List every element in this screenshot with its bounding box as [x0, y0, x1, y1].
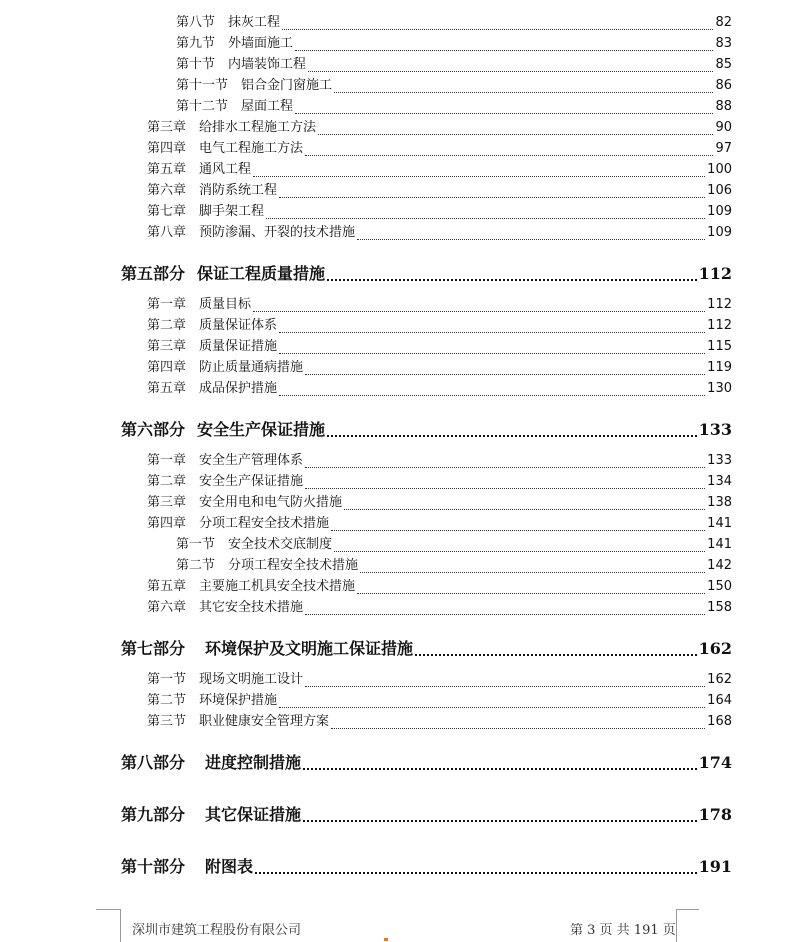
toc-dot-leader — [279, 353, 705, 354]
toc-dot-leader — [327, 435, 697, 437]
toc-part-entry[interactable] — [121, 262, 732, 286]
footer-company-name: 深圳市建筑工程股份有限公司 — [132, 923, 302, 938]
toc-section-entry[interactable] — [176, 556, 732, 576]
toc-entry-number: 第五章 — [147, 579, 187, 594]
toc-entry-page-number: 141 — [707, 516, 732, 531]
toc-entry-page-number: 162 — [698, 639, 732, 658]
toc-entry-number: 第七部分 — [121, 639, 186, 658]
toc-entry-page-number: 168 — [707, 714, 732, 729]
toc-chapter-entry[interactable] — [147, 139, 732, 159]
toc-entry-page-number: 82 — [715, 15, 732, 30]
toc-entry-title: 环境保护措施 — [199, 693, 278, 708]
toc-entry-page-number: 88 — [715, 99, 732, 114]
toc-entry-page-number: 112 — [707, 318, 732, 333]
toc-chapter-entry[interactable] — [147, 337, 732, 357]
toc-entry-number: 第八部分 — [121, 753, 186, 772]
toc-entry-number: 第二节 — [147, 693, 187, 708]
toc-dot-leader — [305, 488, 705, 489]
toc-entry-title: 附图表 — [205, 857, 254, 876]
page-footer — [0, 905, 797, 941]
toc-entry-page-number: 178 — [698, 805, 732, 824]
toc-entry-page-number: 162 — [707, 672, 732, 687]
toc-dot-leader — [331, 530, 705, 531]
toc-entry-page-number: 85 — [715, 57, 732, 72]
toc-section-entry[interactable] — [176, 76, 732, 96]
toc-entry-title: 分项工程安全技术措施 — [199, 516, 330, 531]
toc-dot-leader — [360, 572, 705, 573]
toc-dot-leader — [318, 134, 713, 135]
toc-entry-number: 第四章 — [147, 516, 187, 531]
toc-entry-page-number: 86 — [715, 78, 732, 93]
toc-entry-number: 第八节 — [176, 15, 216, 30]
toc-dot-leader — [344, 509, 705, 510]
footer-page-info: 第 3 页 共 191 页 — [570, 923, 676, 938]
toc-entry-number: 第三章 — [147, 120, 187, 135]
toc-chapter-entry[interactable] — [147, 160, 732, 180]
toc-entry-title: 屋面工程 — [241, 99, 294, 114]
toc-chapter-entry[interactable] — [147, 472, 732, 492]
toc-entry-number: 第五部分 — [121, 264, 186, 283]
toc-section-entry[interactable] — [176, 535, 732, 555]
toc-entry-page-number: 150 — [707, 579, 732, 594]
toc-entry-title: 环境保护及文明施工保证措施 — [205, 639, 414, 658]
toc-entry-number: 第一节 — [147, 672, 187, 687]
toc-entry-number: 第三节 — [147, 714, 187, 729]
toc-entry-title: 成品保护措施 — [199, 381, 278, 396]
toc-part-entry[interactable] — [121, 855, 732, 879]
toc-entry-number: 第五章 — [147, 162, 187, 177]
toc-section-entry[interactable] — [176, 97, 732, 117]
toc-entry-title: 给排水工程施工方法 — [199, 120, 317, 135]
toc-entry-title: 分项工程安全技术措施 — [228, 558, 359, 573]
toc-entry-title: 内墙装饰工程 — [228, 57, 307, 72]
toc-section-entry[interactable] — [176, 55, 732, 75]
toc-dot-leader — [253, 176, 705, 177]
toc-entry-number: 第五章 — [147, 381, 187, 396]
toc-chapter-entry[interactable] — [147, 712, 732, 732]
toc-entry-number: 第十一节 — [176, 78, 229, 93]
toc-dot-leader — [357, 593, 705, 594]
toc-entry-number: 第七章 — [147, 204, 187, 219]
toc-entry-title: 其它安全技术措施 — [199, 600, 304, 615]
toc-entry-number: 第二节 — [176, 558, 216, 573]
toc-entry-title: 安全生产保证措施 — [197, 420, 326, 439]
toc-entry-title: 电气工程施工方法 — [199, 141, 304, 156]
toc-dot-leader — [357, 239, 705, 240]
toc-chapter-entry[interactable] — [147, 514, 732, 534]
toc-entry-page-number: 100 — [707, 162, 732, 177]
toc-entry-number: 第六章 — [147, 183, 187, 198]
toc-dot-leader — [334, 92, 713, 93]
toc-entry-page-number: 133 — [698, 420, 732, 439]
toc-entry-page-number: 158 — [707, 600, 732, 615]
toc-entry-page-number: 191 — [698, 857, 732, 876]
toc-entry-number: 第十部分 — [121, 857, 186, 876]
toc-dot-leader — [308, 71, 713, 72]
toc-entry-number: 第十二节 — [176, 99, 229, 114]
toc-dot-leader — [266, 218, 705, 219]
toc-entry-title: 脚手架工程 — [199, 204, 265, 219]
toc-dot-leader — [303, 768, 697, 770]
toc-section-entry[interactable] — [176, 13, 732, 33]
toc-entry-page-number: 83 — [715, 36, 732, 51]
toc-entry-title: 现场文明施工设计 — [199, 672, 304, 687]
toc-entry-number: 第九部分 — [121, 805, 186, 824]
toc-dot-leader — [295, 50, 713, 51]
toc-chapter-entry[interactable] — [147, 358, 732, 378]
toc-chapter-entry[interactable] — [147, 202, 732, 222]
toc-entry-page-number: 109 — [707, 225, 732, 240]
toc-entry-page-number: 133 — [707, 453, 732, 468]
toc-entry-number: 第二章 — [147, 474, 187, 489]
toc-entry-page-number: 112 — [698, 264, 732, 283]
toc-entry-page-number: 115 — [707, 339, 732, 354]
toc-entry-title: 质量目标 — [199, 297, 252, 312]
toc-dot-leader — [279, 395, 705, 396]
toc-entry-title: 保证工程质量措施 — [197, 264, 326, 283]
toc-dot-leader — [305, 374, 705, 375]
footer-corner-mark-right — [676, 909, 699, 942]
toc-part-entry[interactable] — [121, 637, 732, 661]
toc-entry-number: 第十节 — [176, 57, 216, 72]
toc-part-entry[interactable] — [121, 418, 732, 442]
toc-chapter-entry[interactable] — [147, 223, 732, 243]
toc-entry-title: 预防渗漏、开裂的技术措施 — [199, 225, 356, 240]
toc-entry-title: 安全技术交底制度 — [228, 537, 333, 552]
toc-entry-page-number: 164 — [707, 693, 732, 708]
toc-dot-leader — [305, 614, 705, 615]
toc-section-entry[interactable] — [176, 34, 732, 54]
toc-dot-leader — [331, 728, 705, 729]
toc-entry-title: 安全用电和电气防火措施 — [199, 495, 343, 510]
toc-chapter-entry[interactable] — [147, 379, 732, 399]
toc-entry-page-number: 97 — [715, 141, 732, 156]
toc-dot-leader — [305, 686, 705, 687]
toc-chapter-entry[interactable] — [147, 598, 732, 618]
toc-entry-title: 主要施工机具安全技术措施 — [199, 579, 356, 594]
toc-entry-title: 防止质量通病措施 — [199, 360, 304, 375]
toc-entry-title: 通风工程 — [199, 162, 252, 177]
toc-entry-title: 安全生产管理体系 — [199, 453, 304, 468]
toc-entry-number: 第四章 — [147, 360, 187, 375]
toc-entry-title: 外墙面施工 — [228, 36, 294, 51]
toc-entry-title: 抹灰工程 — [228, 15, 281, 30]
toc-entry-page-number: 138 — [707, 495, 732, 510]
toc-entry-number: 第一节 — [176, 537, 216, 552]
toc-dot-leader — [253, 311, 705, 312]
toc-part-entry[interactable] — [121, 751, 732, 775]
toc-chapter-entry[interactable] — [147, 181, 732, 201]
toc-chapter-entry[interactable] — [147, 493, 732, 513]
toc-entry-page-number: 106 — [707, 183, 732, 198]
toc-dot-leader — [334, 551, 705, 552]
toc-entry-number: 第三章 — [147, 339, 187, 354]
toc-chapter-entry[interactable] — [147, 577, 732, 597]
toc-entry-title: 进度控制措施 — [205, 753, 302, 772]
toc-entry-number: 第六章 — [147, 600, 187, 615]
toc-entry-page-number: 112 — [707, 297, 732, 312]
toc-chapter-entry[interactable] — [147, 316, 732, 336]
toc-entry-number: 第三章 — [147, 495, 187, 510]
toc-dot-leader — [303, 820, 697, 822]
toc-chapter-entry[interactable] — [147, 295, 732, 315]
toc-chapter-entry[interactable] — [147, 118, 732, 138]
toc-entry-title: 其它保证措施 — [205, 805, 302, 824]
toc-entry-number: 第一章 — [147, 453, 187, 468]
toc-entry-number: 第一章 — [147, 297, 187, 312]
toc-entry-number: 第八章 — [147, 225, 187, 240]
toc-dot-leader — [279, 707, 705, 708]
toc-dot-leader — [295, 113, 713, 114]
footer-corner-mark-left — [96, 909, 121, 942]
toc-dot-leader — [327, 279, 697, 281]
toc-entry-title: 职业健康安全管理方案 — [199, 714, 330, 729]
toc-dot-leader — [279, 332, 705, 333]
toc-chapter-entry[interactable] — [147, 670, 732, 690]
toc-entry-title: 铝合金门窗施工 — [241, 78, 333, 93]
toc-entry-number: 第九节 — [176, 36, 216, 51]
toc-dot-leader — [305, 155, 713, 156]
toc-entry-page-number: 141 — [707, 537, 732, 552]
toc-entry-number: 第二章 — [147, 318, 187, 333]
toc-entry-page-number: 174 — [698, 753, 732, 772]
toc-entry-title: 质量保证措施 — [199, 339, 278, 354]
toc-entry-number: 第六部分 — [121, 420, 186, 439]
toc-entry-page-number: 119 — [707, 360, 732, 375]
toc-entry-page-number: 109 — [707, 204, 732, 219]
toc-entry-page-number: 134 — [707, 474, 732, 489]
toc-entry-title: 消防系统工程 — [199, 183, 278, 198]
toc-entry-page-number: 130 — [707, 381, 732, 396]
toc-dot-leader — [282, 29, 713, 30]
toc-dot-leader — [255, 872, 697, 874]
toc-entry-title: 安全生产保证措施 — [199, 474, 304, 489]
toc-entry-number: 第四章 — [147, 141, 187, 156]
toc-entry-title: 质量保证体系 — [199, 318, 278, 333]
toc-entry-page-number: 90 — [715, 120, 732, 135]
toc-part-entry[interactable] — [121, 803, 732, 827]
toc-dot-leader — [305, 467, 705, 468]
toc-dot-leader — [415, 654, 697, 656]
toc-chapter-entry[interactable] — [147, 691, 732, 711]
toc-dot-leader — [279, 197, 705, 198]
toc-entry-page-number: 142 — [707, 558, 732, 573]
toc-chapter-entry[interactable] — [147, 451, 732, 471]
